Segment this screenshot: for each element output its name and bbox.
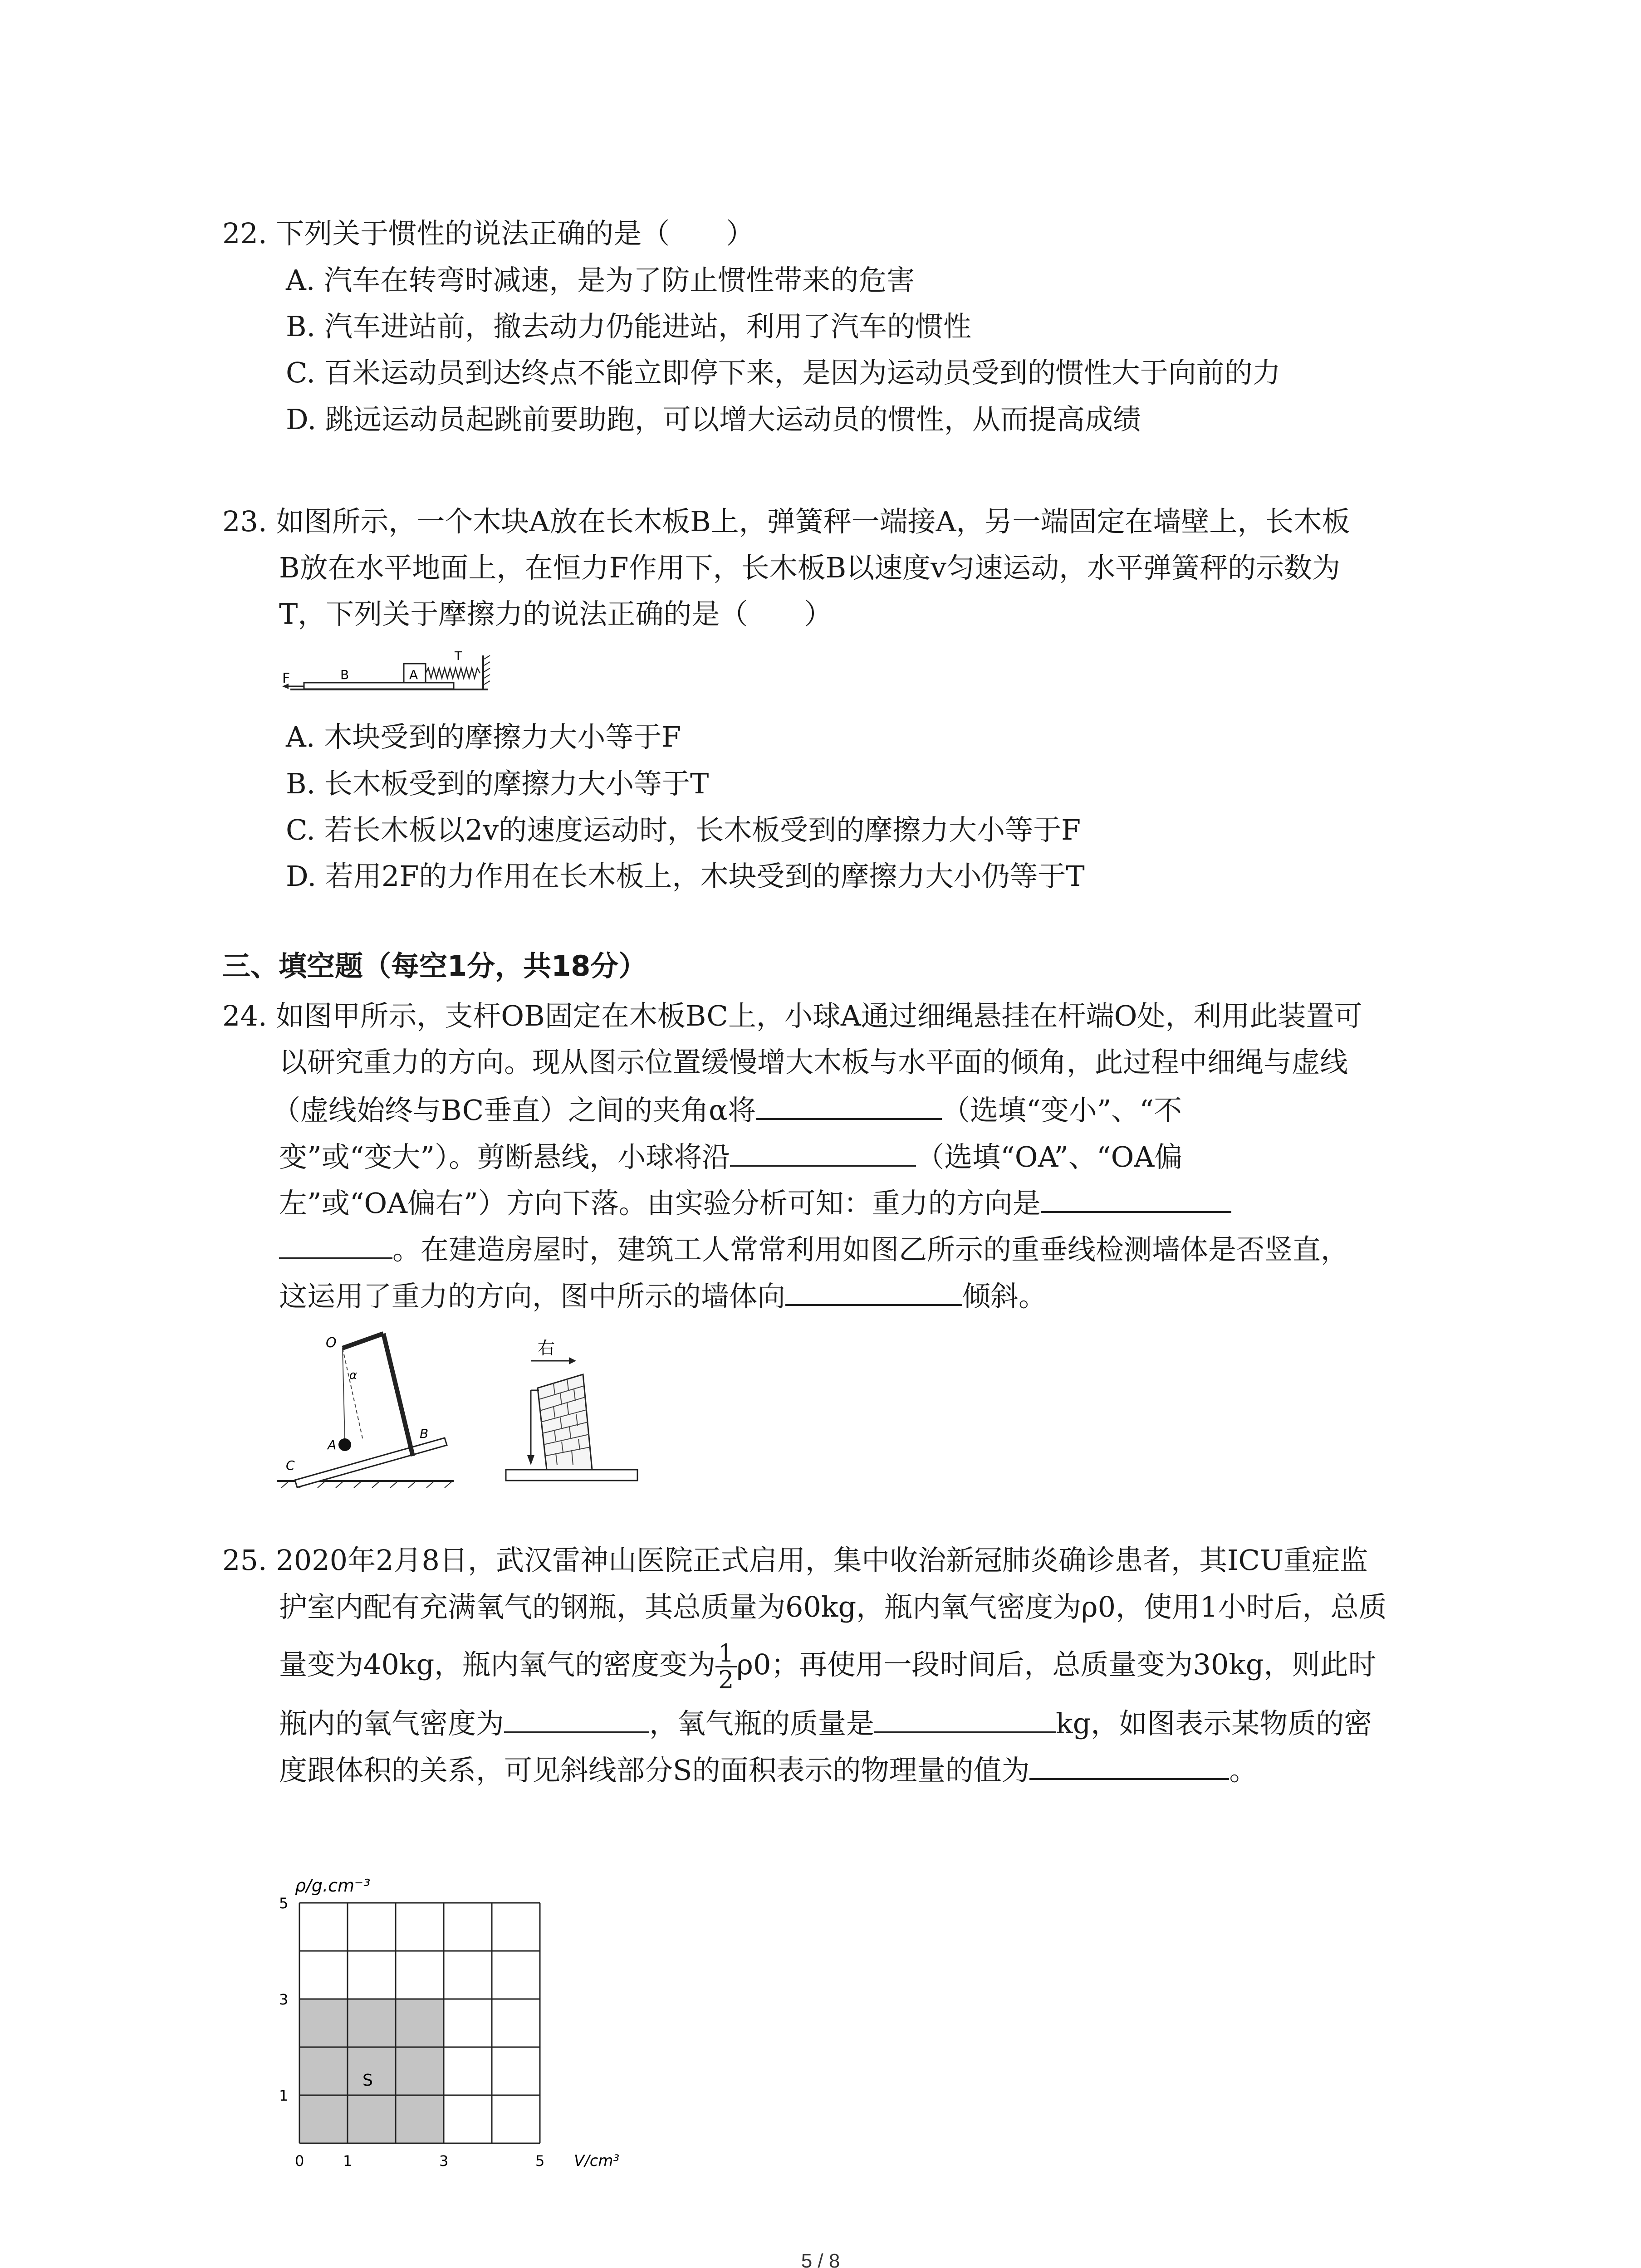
brick-wall [538,1374,592,1470]
ground-plate [506,1470,637,1481]
q25-line3-tail: ρ0；再使用一段时间后，总质量变为30kg，则此时 [736,1648,1376,1681]
label-t: T [455,650,462,663]
q23-option-b: B. 长木板受到的摩擦力大小等于T [286,767,709,800]
chart-x-label: V/cm³ [574,2152,620,2170]
y-tick-3: 3 [279,1991,289,2008]
support-rod-ob [343,1334,383,1348]
q23-option-a: A. 木块受到的摩擦力大小等于F [286,720,681,753]
q24-line4-text: 变”或“变大”）。剪断悬线，小球将沿 [279,1140,730,1173]
q25-line5 [279,1751,1258,1789]
q25-line4-tail: kg，如图表示某物质的密 [1056,1707,1372,1740]
q24-figure-a [272,1329,463,1492]
q23-option-c: C. 若长木板以2v的速度运动时，长木板受到的摩擦力大小等于F [286,813,1081,846]
ball-a [338,1438,351,1451]
q22-option-a: A. 汽车在转弯时减速，是为了防止惯性带来的危害 [286,264,915,297]
q23-option-d: D. 若用2F的力作用在长木板上，木块受到的摩擦力大小仍等于T [286,860,1085,893]
q23-stem-line2: B放在水平地面上，在恒力F作用下，长木板B以速度v匀速运动，水平弹簧秤的示数为 [279,551,1341,584]
support-rod-vertical [383,1334,413,1456]
q24-blank-4[interactable] [785,1277,962,1306]
x-tick-3: 3 [439,2152,449,2170]
q24-line6-text: 。在建造房屋时，建筑工人常常利用如图乙所示的重垂线检测墙体是否竖直， [392,1233,1349,1266]
label-right: 右 [538,1338,555,1358]
fraction-numerator: 1 [715,1641,736,1667]
x-tick-5: 5 [535,2152,545,2170]
q24-line2: 以研究重力的方向。现从图示位置缓慢增大木板与水平面的倾角，此过程中细绳与虚线 [279,1046,1348,1079]
chart-y-label: ρ/g.cm⁻³ [295,1876,371,1896]
q22-option-b: B. 汽车进站前，撤去动力仍能进站，利用了汽车的惯性 [286,310,971,343]
q24-blank-3a[interactable] [1041,1184,1231,1213]
q25-blank-2[interactable] [874,1704,1056,1733]
q25-blank-1[interactable] [504,1704,649,1733]
q23-stem-line3: T，下列关于摩擦力的说法正确的是（ ） [279,597,833,631]
q24-line4 [279,1138,1182,1175]
q25-line4-mid: ，氧气瓶的质量是 [649,1707,875,1740]
q24-line4-tail: （选填“OA”、“OA偏 [916,1140,1183,1173]
q24-figure-b [504,1334,644,1488]
q24-blank-2[interactable] [730,1138,916,1167]
label-o: O [326,1335,337,1351]
q23-figure [281,637,508,701]
q22-option-d: D. 跳远运动员起跳前要助跑，可以增大运动员的惯性，从而提高成绩 [286,403,1141,436]
density-volume-chart [263,1873,671,2177]
q25-line1: 25. 2020年2月8日，武汉雷神山医院正式启用，集中收治新冠肺炎确诊患者，其ICU重症监 [222,1544,1368,1577]
q24-blank-3b[interactable] [279,1230,392,1259]
q24-line7-tail: 倾斜。 [962,1280,1047,1313]
page-number: 5 / 8 [801,2250,840,2268]
shaded-region-label: S [362,2071,373,2090]
q24-line5-text: 左”或“OA偏右”）方向下落。由实验分析可知：重力的方向是 [279,1187,1041,1220]
y-tick-5: 5 [279,1895,289,1912]
q24-line3-text: （虚线始终与BC垂直）之间的夹角α将 [272,1094,756,1127]
label-b: B [340,667,349,682]
q25-line4 [279,1704,1372,1742]
q23-stem-line1: 23. 如图所示，一个木块A放在长木板B上，弹簧秤一端接A，另一端固定在墙壁上，长木板 [222,505,1350,538]
fraction-denominator: 2 [718,1666,734,1695]
label-c: C [286,1458,295,1473]
y-tick-1: 1 [279,2087,289,2104]
q24-line3 [272,1091,1182,1129]
label-alpha: α [349,1369,358,1382]
x-tick-1: 1 [343,2152,353,2170]
q25-blank-3[interactable] [1029,1751,1229,1780]
string [343,1348,345,1440]
q24-blank-1[interactable] [756,1091,942,1120]
q25-line2: 护室内配有充满氧气的钢瓶，其总质量为60kg，瓶内氧气密度为ρ0，使用1小时后，总质 [279,1590,1387,1623]
section-3-title: 三、填空题（每空1分，共18分） [222,949,647,982]
label-b: B [420,1426,429,1441]
q24-line7-text: 这运用了重力的方向，图中所示的墙体向 [279,1280,786,1313]
q24-line5 [279,1184,1231,1222]
board-bc [295,1438,447,1487]
q24-line6 [279,1230,1349,1268]
x-tick-0: 0 [295,2152,304,2170]
q25-line3 [279,1635,1376,1694]
label-a: A [328,1437,337,1452]
q25-line4-text: 瓶内的氧气密度为 [279,1707,505,1740]
q22-stem: 22. 下列关于惯性的说法正确的是（ ） [222,217,754,250]
q24-line1: 24. 如图甲所示，支杆OB固定在木板BC上，小球A通过细绳悬挂在杆端O处，利用此装置可 [222,999,1362,1032]
q25-line5-text: 度跟体积的关系，可见斜线部分S的面积表示的物理量的值为 [279,1754,1030,1787]
label-a: A [409,667,418,682]
fraction-one-half [715,1641,736,1693]
label-f: F [282,670,290,686]
spring [426,668,480,678]
q22-option-c: C. 百米运动员到达终点不能立即停下来，是因为运动员受到的惯性大于向前的力 [286,356,1281,389]
q25-line5-tail: 。 [1229,1754,1258,1787]
q25-line3-text: 量变为40kg，瓶内氧气的密度变为 [279,1648,716,1681]
dashed-perpendicular [343,1348,363,1440]
board-b [304,683,454,689]
plumb-bob [527,1455,534,1465]
q24-line7 [279,1277,1047,1315]
q24-line3-tail: （选填“变小”、“不 [942,1094,1182,1127]
